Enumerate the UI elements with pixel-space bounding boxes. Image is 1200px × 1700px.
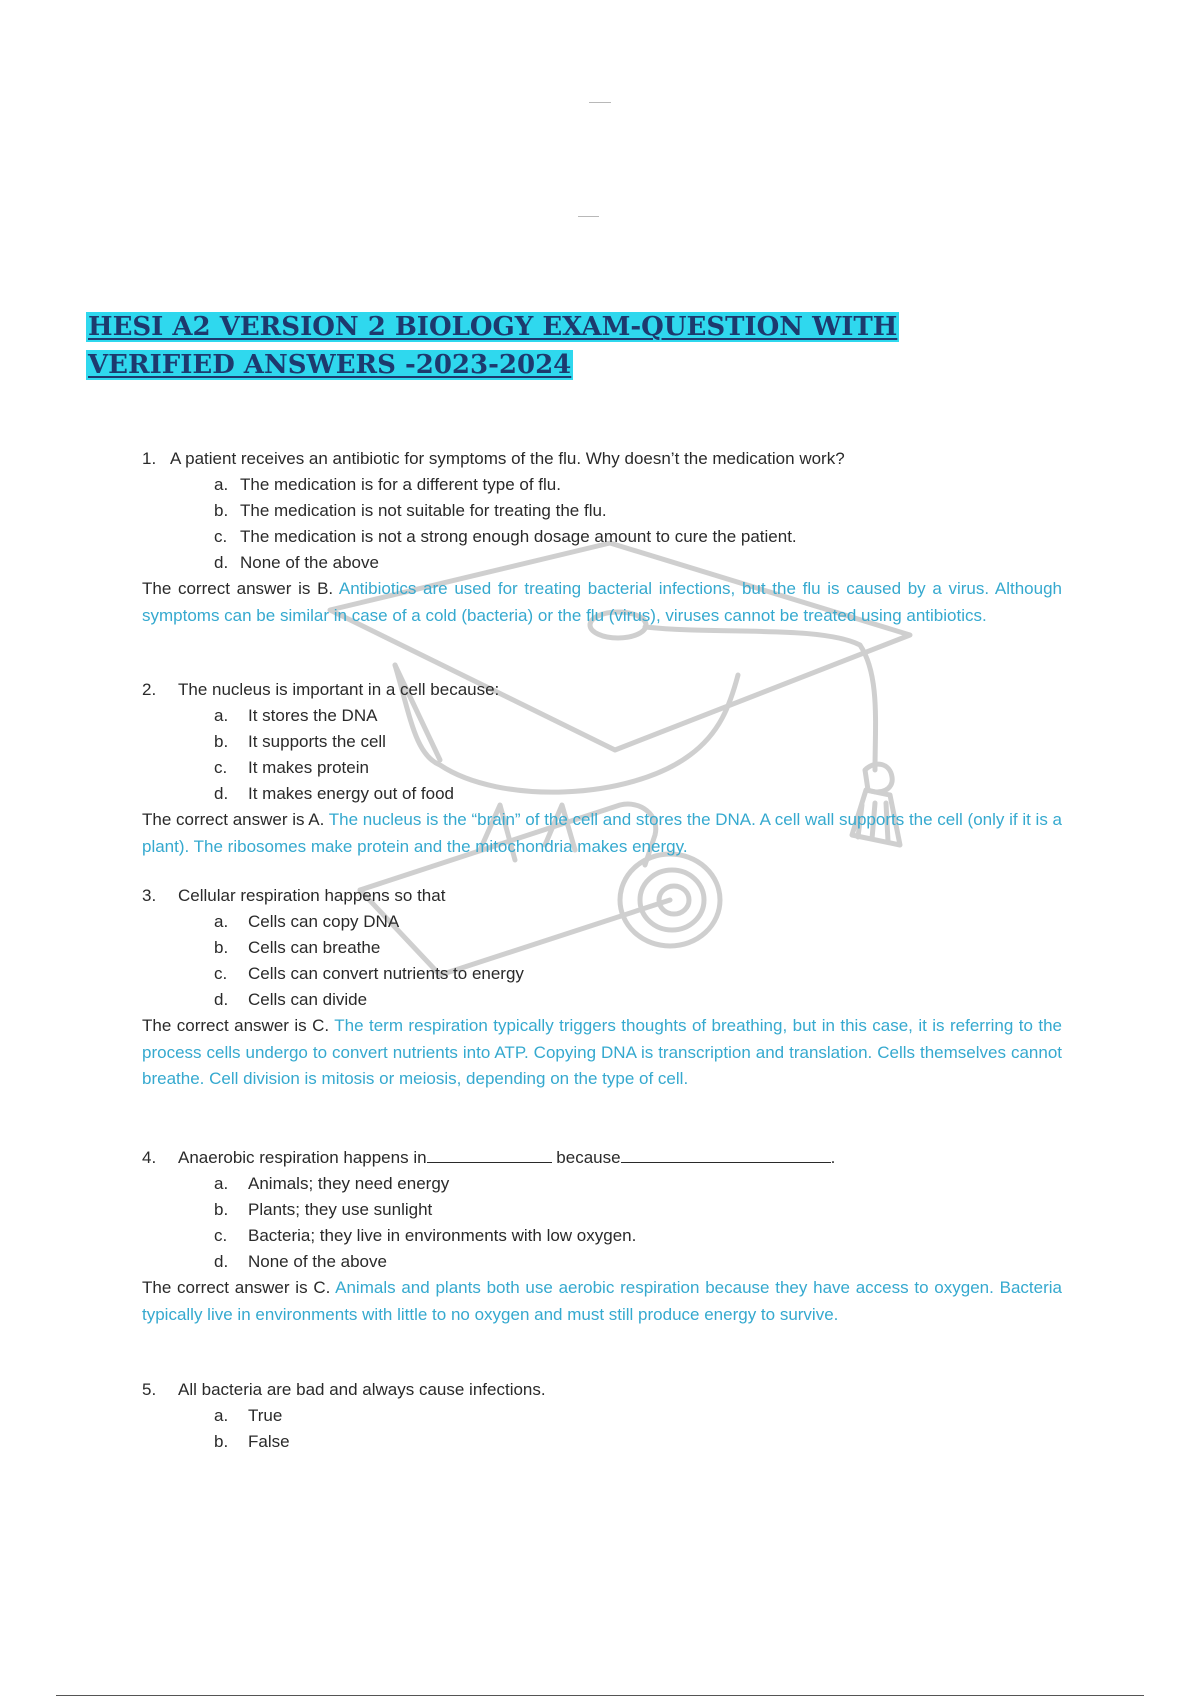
question-block-1 [142, 446, 1062, 629]
option-text: None of the above [248, 1252, 387, 1271]
option-text: It makes protein [248, 758, 369, 777]
option-text: Cells can divide [248, 990, 368, 1009]
option-letter: c. [214, 758, 228, 777]
option-item [214, 987, 1062, 1013]
question-stem: All bacteria are bad and always cause infections. [178, 1380, 546, 1399]
answer-options [142, 1171, 1062, 1275]
question-stem: The nucleus is important in a cell because: [178, 680, 500, 699]
explanation-text: The nucleus is the “brain” of the cell and stores the DNA. A cell wall supports the cell (only if it is a plant). The ribosomes make protein and the mitochondria makes energy. [142, 810, 1062, 856]
correct-answer-label: The correct answer is B. [142, 579, 334, 598]
option-item [214, 781, 1062, 807]
option-text: None of the above [240, 553, 379, 572]
correct-answer-label: The correct answer is A. [142, 810, 325, 829]
correct-answer-label: The correct answer is C. [142, 1278, 331, 1297]
option-letter: d. [214, 784, 229, 803]
option-item [214, 729, 1062, 755]
option-item [214, 1197, 1062, 1223]
answer-options [142, 472, 1062, 576]
option-item [214, 1429, 1062, 1455]
option-letter: b. [214, 732, 229, 751]
option-text: Plants; they use sunlight [248, 1200, 433, 1219]
title-line-1: HESI A2 VERSION 2 BIOLOGY EXAM-QUESTION WITH [88, 312, 898, 342]
option-text: It makes energy out of food [248, 784, 455, 803]
option-letter: a. [214, 1174, 229, 1193]
option-letter: a. [214, 475, 229, 494]
option-item [214, 550, 1062, 576]
option-letter: a. [214, 912, 229, 931]
question-stem-part-2: because [556, 1148, 621, 1167]
title-line-2: VERIFIED ANSWERS -2023-2024 [88, 350, 572, 380]
document-title [86, 308, 899, 384]
answer-explanation [142, 807, 1062, 860]
answer-options [142, 703, 1062, 807]
option-letter: b. [214, 1432, 229, 1451]
option-text: Cells can copy DNA [248, 912, 400, 931]
question-number: 4. [142, 1148, 157, 1167]
question-block-2 [142, 677, 1062, 860]
option-item [214, 961, 1062, 987]
option-item [214, 524, 1062, 550]
question-text: 4. Anaerobic respiration happens in because . [142, 1145, 1062, 1171]
option-text: The medication is for a different type of flu. [240, 475, 561, 494]
question-block-4 [142, 1145, 1062, 1328]
option-letter: d. [214, 553, 229, 572]
option-item [214, 755, 1062, 781]
option-text: Cells can breathe [248, 938, 381, 957]
option-item [214, 1249, 1062, 1275]
option-item [214, 1403, 1062, 1429]
fill-in-blank [427, 1145, 552, 1163]
answer-options [142, 909, 1062, 1013]
option-letter: a. [214, 706, 229, 725]
question-number: 1. [142, 449, 157, 468]
correct-answer-label: The correct answer is C. [142, 1016, 330, 1035]
question-text [142, 446, 1062, 472]
header-dash [589, 102, 611, 103]
option-letter: d. [214, 1252, 229, 1271]
option-text: It stores the DNA [248, 706, 378, 725]
option-letter: c. [214, 527, 228, 546]
question-text [142, 883, 1062, 909]
option-letter: c. [214, 1226, 228, 1245]
option-item [214, 1171, 1062, 1197]
question-stem: A patient receives an antibiotic for symptoms of the flu. Why doesn’t the medication work? [170, 449, 845, 468]
answer-options [142, 1403, 1062, 1455]
question-block-5 [142, 1377, 1062, 1455]
option-item [214, 935, 1062, 961]
question-stem: Cellular respiration happens so that [178, 886, 446, 905]
option-text: False [248, 1432, 290, 1451]
option-item [214, 498, 1062, 524]
option-item [214, 703, 1062, 729]
question-number: 5. [142, 1380, 157, 1399]
page-bottom-rule [56, 1695, 1144, 1696]
explanation-text: Antibiotics are used for treating bacterial infections, but the flu is caused by a virus. Although symptoms can be similar in case of a cold (bacteria) or the flu (virus), viruses cannot be treated using antibiotics. [142, 579, 1062, 625]
option-letter: c. [214, 964, 228, 983]
answer-explanation [142, 1013, 1062, 1093]
option-text: It supports the cell [248, 732, 386, 751]
question-stem-part-1: Anaerobic respiration happens in [178, 1148, 427, 1167]
header-dash [578, 216, 599, 217]
question-text [142, 677, 1062, 703]
option-item [214, 909, 1062, 935]
question-number: 2. [142, 680, 157, 699]
explanation-text: Animals and plants both use aerobic respiration because they have access to oxygen. Bacteria typically live in environments with little to no oxygen and must still produce energy to survive. [142, 1278, 1062, 1324]
option-text: The medication is not suitable for treating the flu. [240, 501, 607, 520]
fill-in-blank [621, 1145, 831, 1163]
option-letter: b. [214, 501, 229, 520]
option-text: Animals; they need energy [248, 1174, 450, 1193]
answer-explanation [142, 576, 1062, 629]
explanation-text: The term respiration typically triggers thoughts of breathing, but in this case, it is referring to the process cells undergo to convert nutrients into ATP. Copying DNA is transcription and translation. Cells themselves cannot breathe. Cell division is mitosis or meiosis, depending on the type of cell. [142, 1016, 1062, 1088]
question-block-3 [142, 883, 1062, 1093]
option-text: Cells can convert nutrients to energy [248, 964, 524, 983]
option-text: True [248, 1406, 283, 1425]
answer-explanation [142, 1275, 1062, 1328]
option-letter: b. [214, 938, 229, 957]
option-letter: b. [214, 1200, 229, 1219]
option-text: Bacteria; they live in environments with low oxygen. [248, 1226, 637, 1245]
option-letter: a. [214, 1406, 229, 1425]
question-text [142, 1377, 1062, 1403]
option-item [214, 1223, 1062, 1249]
question-number: 3. [142, 886, 157, 905]
option-item [214, 472, 1062, 498]
option-letter: d. [214, 990, 229, 1009]
option-text: The medication is not a strong enough dosage amount to cure the patient. [240, 527, 797, 546]
